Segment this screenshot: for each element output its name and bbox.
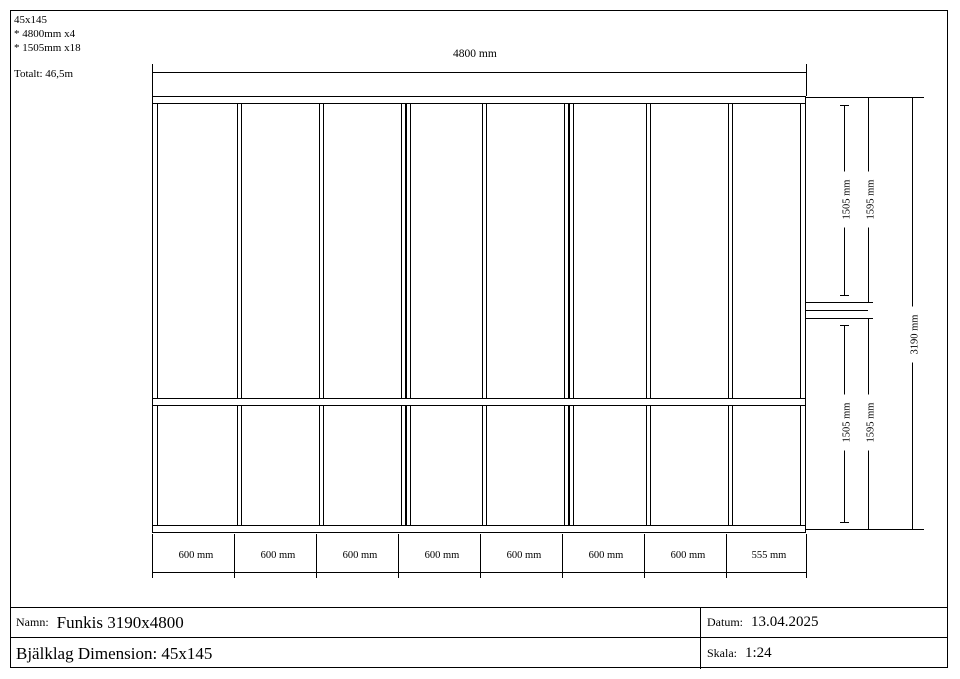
title-block-name-cell <box>10 608 700 637</box>
scale-value: 1:24 <box>745 645 772 661</box>
ext-line-mid-b <box>806 310 868 311</box>
title-block-row-2 <box>10 638 948 669</box>
tick-upper-a <box>840 105 849 106</box>
top-dimension-tick-left <box>152 64 153 96</box>
bottom-tick-3 <box>398 534 399 578</box>
bottom-tick-4 <box>480 534 481 578</box>
dimension-label: Bjälklag Dimension: 45x145 <box>16 643 213 663</box>
bottom-dimension-line <box>152 572 806 573</box>
title-block-scale-cell <box>700 638 948 669</box>
tick-lower-b <box>840 522 849 523</box>
edge-right-inner <box>800 104 801 398</box>
dim-upper-1595-label: 1595 mm <box>866 172 877 228</box>
joist-upper-4 <box>482 104 487 398</box>
bottom-tick-6 <box>644 534 645 578</box>
material-notes <box>14 13 81 81</box>
bottom-tick-1 <box>234 534 235 578</box>
joist-upper-3b <box>406 104 411 398</box>
dim-upper-1505-label: 1505 mm <box>842 172 853 228</box>
title-block-dimension-cell <box>10 638 700 669</box>
bottom-tick-7 <box>726 534 727 578</box>
edge-right-inner-lower <box>800 406 801 525</box>
joist-upper-2 <box>319 104 324 398</box>
edge-left <box>152 96 153 533</box>
bottom-dim-label-7: 600 mm <box>652 550 724 561</box>
date-value: 13.04.2025 <box>751 614 819 630</box>
edge-left-inner-lower <box>157 406 158 525</box>
title-block-row-1 <box>10 608 948 638</box>
dim-total-3190-label: 3190 mm <box>910 307 921 363</box>
bottom-dim-label-1: 600 mm <box>160 550 232 561</box>
date-label: Datum: <box>707 615 743 629</box>
joist-lower-4 <box>482 406 487 525</box>
tick-upper-b <box>840 295 849 296</box>
rim-beam-middle <box>152 398 806 406</box>
ext-line-mid-a <box>806 302 868 303</box>
bottom-tick-2 <box>316 534 317 578</box>
joist-lower-1 <box>237 406 242 525</box>
joist-upper-7 <box>728 104 733 398</box>
name-value: Funkis 3190x4800 <box>56 612 184 632</box>
joist-upper-5b <box>569 104 574 398</box>
joist-plan <box>152 96 806 533</box>
tick-upper-c <box>864 97 873 98</box>
edge-left-inner <box>157 104 158 398</box>
bottom-dim-label-8: 555 mm <box>733 550 805 561</box>
joist-lower-7 <box>728 406 733 525</box>
joist-lower-6 <box>646 406 651 525</box>
name-label: Namn: <box>16 615 49 629</box>
bottom-tick-5 <box>562 534 563 578</box>
rim-beam-top <box>152 96 806 104</box>
title-block <box>10 607 948 668</box>
dim-lower-1505-label: 1505 mm <box>842 395 853 451</box>
bottom-tick-8 <box>806 534 807 578</box>
joist-upper-1 <box>237 104 242 398</box>
rim-beam-bottom <box>152 525 806 533</box>
top-dimension-line <box>152 72 806 73</box>
bottom-dim-label-5: 600 mm <box>488 550 560 561</box>
tick-lower-c <box>864 318 873 319</box>
scale-label: Skala: <box>707 646 737 660</box>
note-line-3: * 1505mm x18 <box>14 42 81 54</box>
bottom-tick-0 <box>152 534 153 578</box>
tick-lower-a <box>840 325 849 326</box>
note-total: Totalt: 46,5m <box>14 68 74 80</box>
note-spacer <box>14 55 81 67</box>
bottom-dim-label-2: 600 mm <box>242 550 314 561</box>
joist-upper-6 <box>646 104 651 398</box>
tick-upper-d <box>864 302 873 303</box>
dim-lower-1595-label: 1595 mm <box>866 395 877 451</box>
edge-right <box>805 96 806 533</box>
bottom-dim-label-6: 600 mm <box>570 550 642 561</box>
joist-lower-2 <box>319 406 324 525</box>
tick-total-top <box>908 97 917 98</box>
joist-lower-5b <box>569 406 574 525</box>
ext-line-mid-c <box>806 318 868 319</box>
tick-lower-d <box>864 529 873 530</box>
top-dimension-tick-right <box>806 64 807 96</box>
bottom-dim-label-3: 600 mm <box>324 550 396 561</box>
bottom-dim-label-4: 600 mm <box>406 550 478 561</box>
joist-lower-3b <box>406 406 411 525</box>
note-line-1: 45x145 <box>14 14 47 26</box>
top-dimension-label: 4800 mm <box>450 48 500 60</box>
tick-total-bottom <box>908 529 917 530</box>
title-block-date-cell <box>700 608 948 637</box>
note-line-2: * 4800mm x4 <box>14 28 76 40</box>
